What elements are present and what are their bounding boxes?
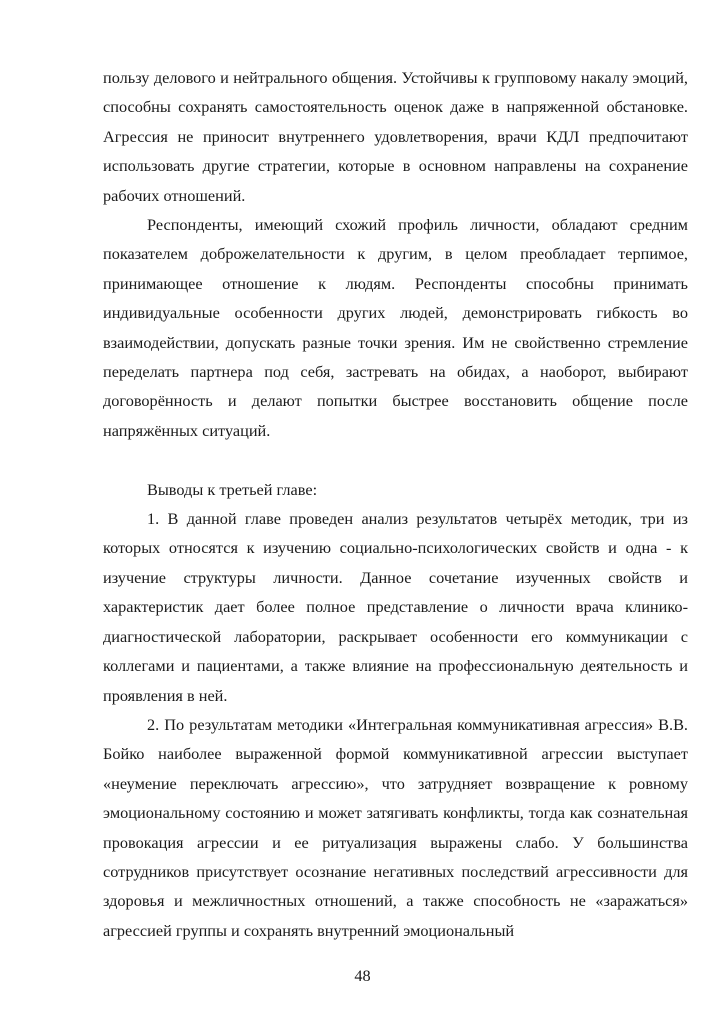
conclusion-item-2: 2. По результатам методики «Интегральная коммуникативная агрессия» В.В. Бойко наиболее выраженной формой коммуникативной агрессии выступает «неумение переключать агрессию», что затрудняет возвращение к ровному эмоциональному состоянию и может затягивать конфликты, тогда как сознательная провокация агрессии и ее ритуализация выражены слабо. У большинства сотрудников присутствует осознание негативных последствий агрессивности для здоровья и межличностных отношений, а также способность не «заражаться» агрессией группы и сохранять внутренний эмоциональный (103, 714, 688, 940)
body-text (103, 63, 688, 945)
conclusion-item-1: 1. В данной главе проведен анализ результатов четырёх методик, три из которых относятся к изучению социально-психологических свойств и одна - к изучение структуры личности. Данное сочетание изученных свойств и характеристик дает более полное представление о личности врача клинико-диагностической лаборатории, раскрывает особенности его коммуникации с коллегами и пациентами, а также влияние на профессиональную деятельность и проявления в ней. (103, 509, 688, 705)
paragraph-gap (103, 445, 688, 474)
paragraph-continuation: пользу делового и нейтрального общения. Устойчивы к групповому накалу эмоций, способны сохранять самостоятельность оценок даже в напряженной обстановке. Агрессия не приносит внутреннего удовлетворения, врачи КДЛ предпочитают использовать другие стратегии, которые в основном направлены на сохранение рабочих отношений. (103, 68, 688, 205)
page-number: 48 (354, 966, 371, 985)
section-heading-conclusions: Выводы к третьей главе: (147, 479, 318, 499)
paragraph-respondents: Респонденты, имеющий схожий профиль личности, обладают средним показателем доброжелательности к другим, в целом преобладает терпимое, принимающее отношение к людям. Респонденты способны принимать индивидуальные особенности других людей, демонстрировать гибкость во взаимодействии, допускать разные точки зрения. Им не свойственно стремление переделать партнера под себя, застревать на обидах, а наоборот, выбирают договорённость и делают попытки быстрее восстановить общение после напряжённых ситуаций. (103, 215, 688, 440)
